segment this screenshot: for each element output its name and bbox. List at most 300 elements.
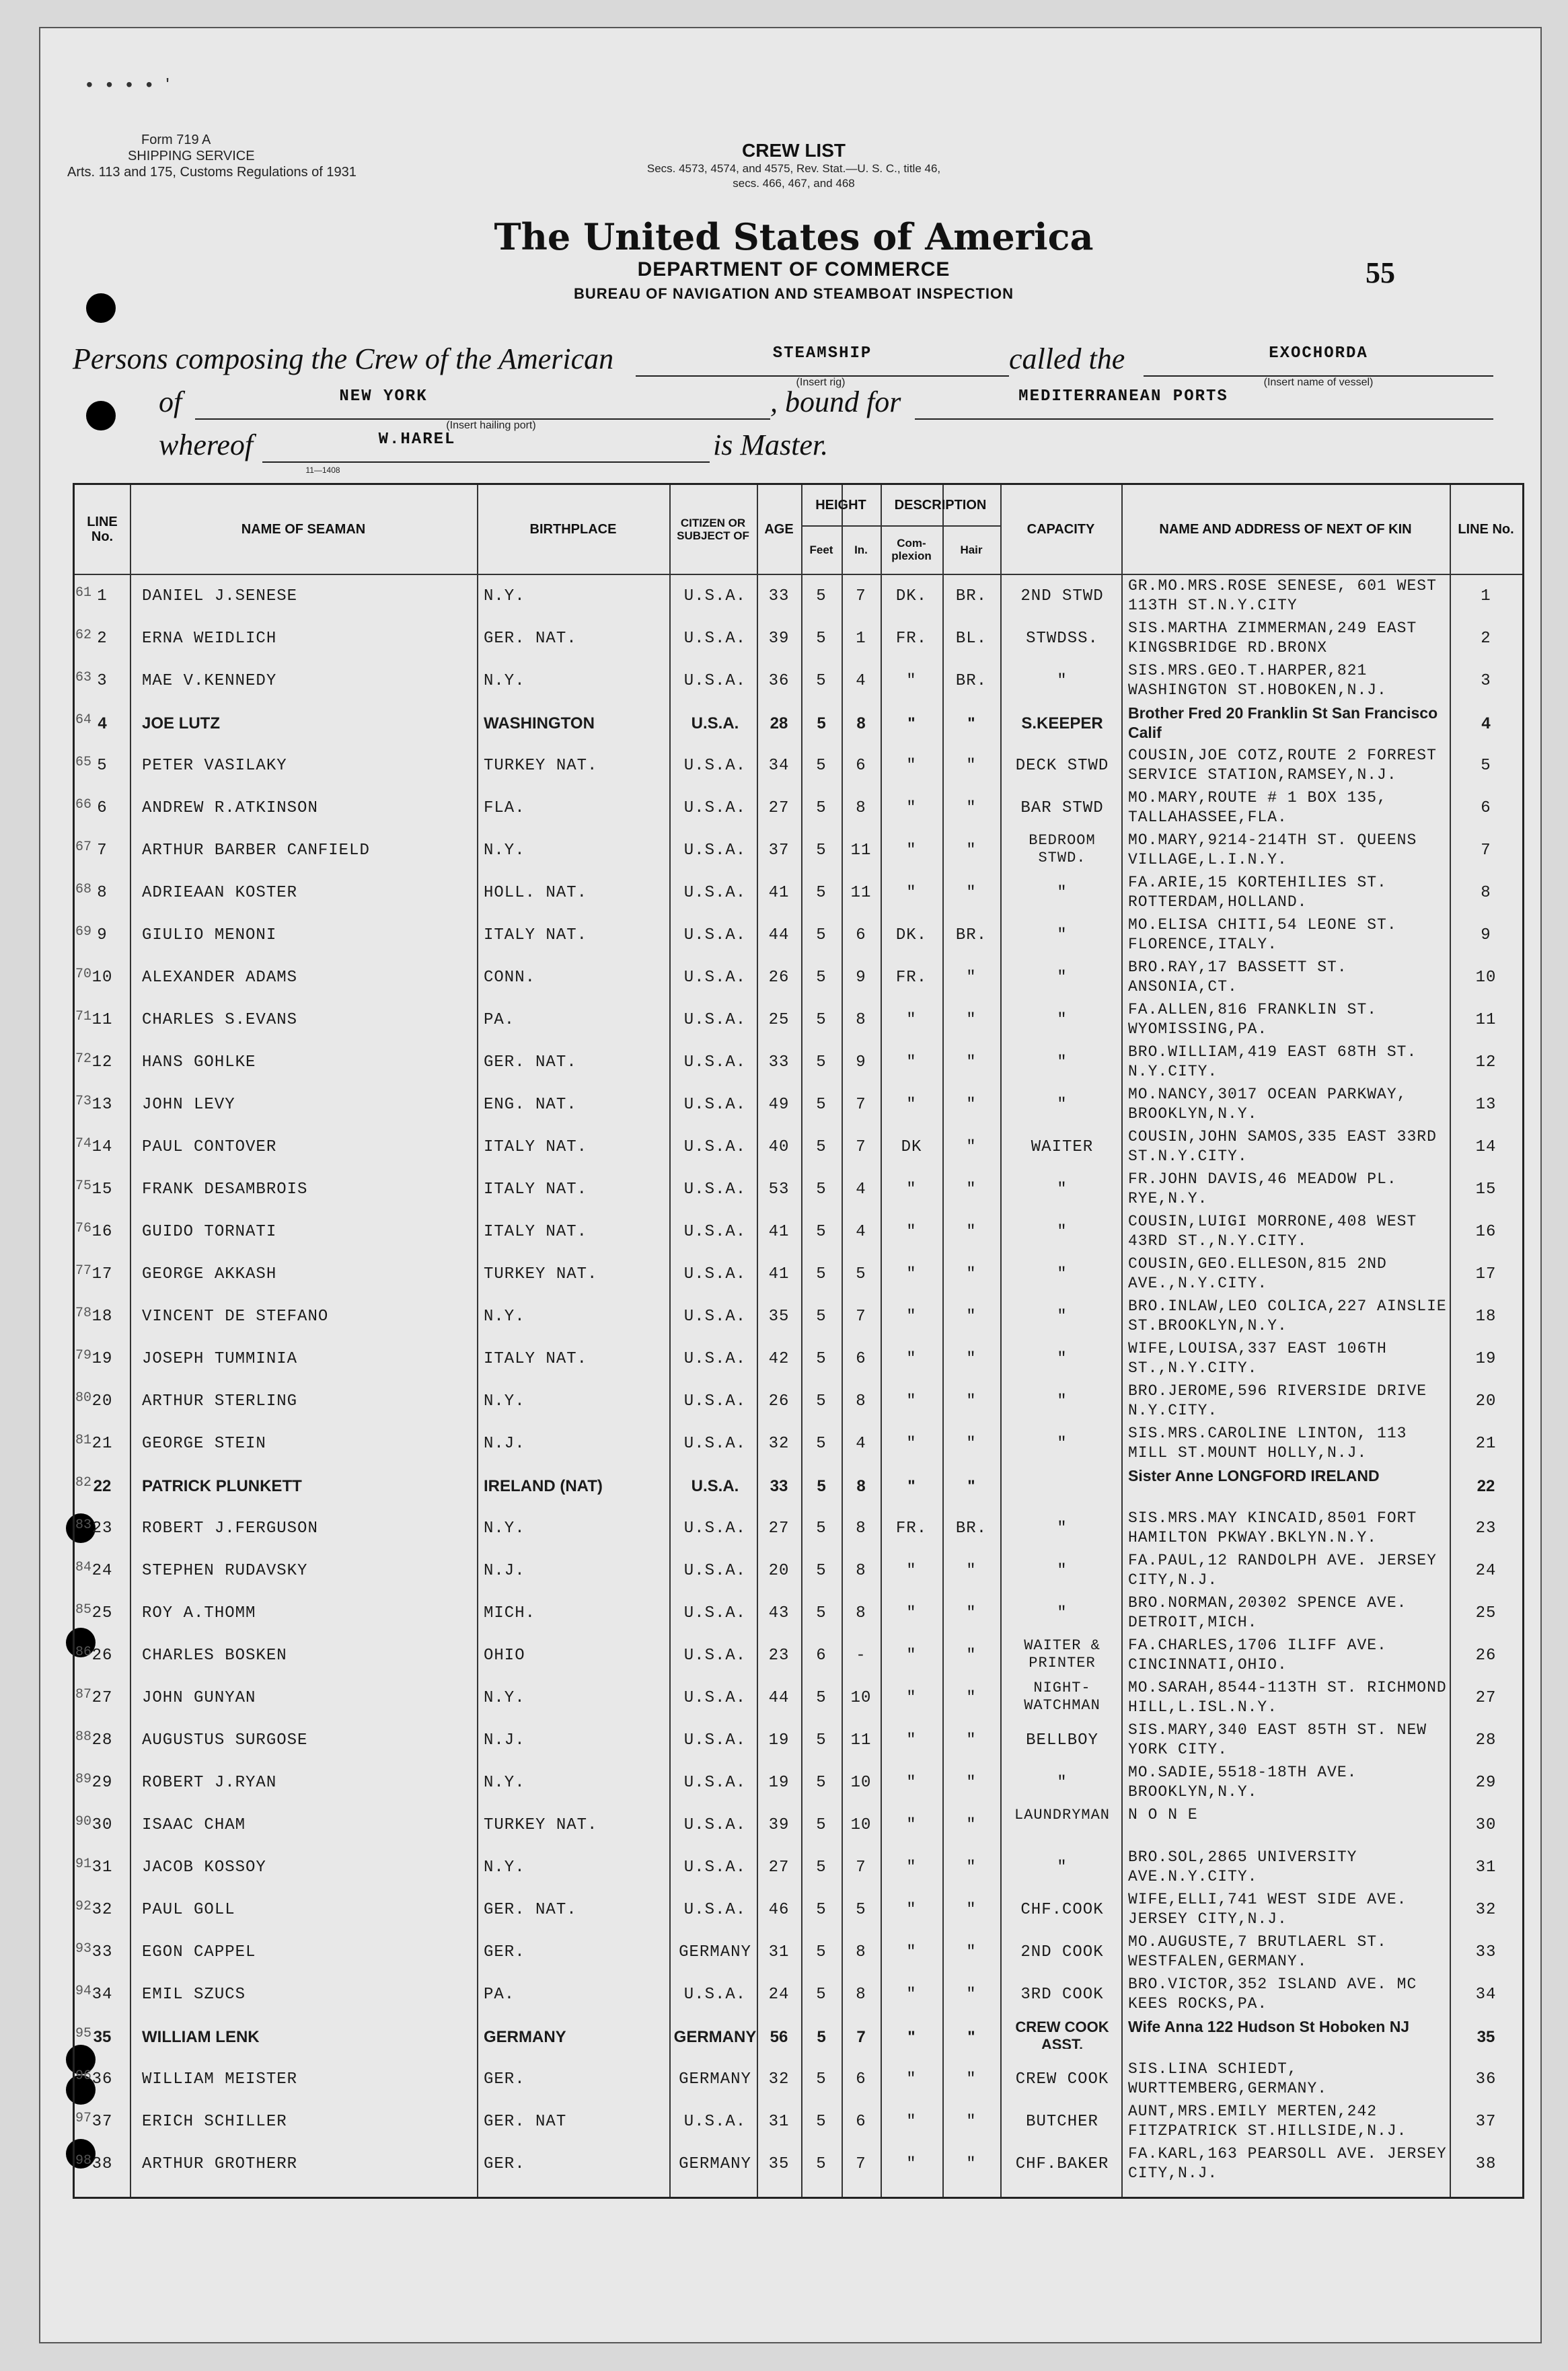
ledger-number: 96: [75, 2068, 92, 2084]
age: 20: [768, 1562, 790, 1580]
ledger-number: 98: [75, 2153, 92, 2169]
table-row: [75, 2016, 1522, 2058]
hair: ": [966, 1943, 977, 1961]
birthplace: ITALY NAT.: [484, 1223, 588, 1241]
next-of-kin: SIS.MRS.CAROLINE LINTON, 113 MILL ST.MOUNT HOLLY,N.J.: [1128, 1425, 1407, 1462]
capacity: ": [1057, 1774, 1068, 1792]
birthplace: ITALY NAT.: [484, 1138, 588, 1156]
age: 26: [768, 1392, 790, 1410]
capacity: ": [1057, 1435, 1068, 1453]
ledger-number: 75: [75, 1178, 92, 1194]
complexion: ": [906, 1901, 917, 1919]
line-number: 33: [91, 1943, 113, 1961]
birthplace: TURKEY NAT.: [484, 1265, 598, 1283]
complexion: FR.: [895, 1519, 928, 1538]
hair: ": [966, 1858, 977, 1877]
statute-line: Secs. 4573, 4574, and 4575, Rev. Stat.—U. S. C., title 46,: [646, 162, 941, 175]
line-number: 14: [91, 1138, 113, 1156]
complexion: ": [906, 1350, 917, 1368]
line-number: 31: [91, 1858, 113, 1877]
citizenship: U.S.A.: [683, 757, 747, 775]
hair: ": [966, 1901, 977, 1919]
header-complexion: Com-plexion: [891, 537, 932, 562]
seaman-name: PETER VASILAKY: [142, 757, 287, 775]
seaman-name: CHARLES S.EVANS: [142, 1011, 298, 1029]
height-inches: 10: [850, 1816, 872, 1834]
citizenship: GERMANY: [673, 2028, 757, 2046]
hair: ": [966, 1647, 977, 1665]
height-inches: 7: [856, 1138, 866, 1156]
table-row: [75, 1550, 1522, 1592]
ledger-number: 67: [75, 839, 92, 855]
hair: ": [967, 1477, 975, 1495]
age: 27: [768, 1858, 790, 1877]
hair: ": [966, 1604, 977, 1622]
citizenship: U.S.A.: [683, 1096, 747, 1114]
vessel-name-hint: (Insert name of vessel): [1263, 377, 1374, 388]
complexion: ": [906, 1943, 917, 1961]
citizenship: U.S.A.: [683, 926, 747, 944]
birthplace: N.Y.: [484, 1774, 525, 1792]
line-number: 29: [91, 1774, 113, 1792]
age: 35: [768, 2155, 790, 2173]
height-feet: 5: [817, 2028, 826, 2046]
hair: ": [967, 714, 975, 732]
line-number-right: 26: [1475, 1647, 1497, 1665]
ledger-number: 82: [75, 1475, 92, 1491]
ledger-number: 79: [75, 1348, 92, 1363]
birthplace: N.Y.: [484, 841, 525, 860]
height-feet: 5: [816, 1053, 827, 1071]
header-description: DESCRIPTION: [894, 498, 987, 513]
called-label: called the: [1009, 342, 1125, 375]
height-feet: 5: [816, 1774, 827, 1792]
citizenship: U.S.A.: [683, 969, 747, 987]
seaman-name: FRANK DESAMBROIS: [142, 1180, 308, 1199]
nation-title: The United States of America: [494, 215, 1094, 258]
height-inches: 11: [850, 1731, 872, 1749]
table-row: [75, 1592, 1522, 1634]
page-number: 55: [1366, 256, 1395, 289]
line-number-right: 9: [1481, 926, 1491, 944]
next-of-kin: COUSIN,GEO.ELLESON,815 2ND AVE.,N.Y.CITY.: [1128, 1255, 1387, 1292]
height-feet: 6: [816, 1647, 827, 1665]
citizenship: U.S.A.: [683, 1223, 747, 1241]
line-number: 22: [93, 1477, 112, 1495]
capacity: ": [1057, 1011, 1068, 1029]
birthplace: GER. NAT.: [484, 630, 577, 648]
next-of-kin: WIFE,ELLI,741 WEST SIDE AVE. JERSEY CITY,N.J.: [1128, 1891, 1407, 1928]
height-feet: 5: [816, 1265, 827, 1283]
height-inches: 11: [850, 884, 872, 902]
capacity: ": [1057, 1562, 1068, 1580]
master-underline: [262, 460, 710, 463]
line-number-right: 36: [1475, 2070, 1497, 2088]
height-inches: -: [856, 1647, 866, 1665]
punch-hole: [86, 293, 116, 323]
ledger-number: 85: [75, 1602, 92, 1618]
height-inches: 6: [856, 1350, 866, 1368]
line-number: 7: [97, 841, 108, 860]
table-row: [75, 1846, 1522, 1889]
table-row: [75, 1380, 1522, 1423]
line-number-right: 37: [1475, 2113, 1497, 2131]
table-row: [75, 1762, 1522, 1804]
citizenship: U.S.A.: [683, 1901, 747, 1919]
birthplace: GER.: [484, 1943, 525, 1961]
capacity: ": [1057, 672, 1068, 690]
age: 23: [768, 1647, 790, 1665]
height-inches: 6: [856, 757, 866, 775]
height-inches: 10: [850, 1774, 872, 1792]
age: 41: [768, 1223, 790, 1241]
complexion: ": [906, 1223, 917, 1241]
seaman-name: PATRICK PLUNKETT: [142, 1477, 302, 1495]
table-row: [75, 829, 1522, 872]
height-inches: 8: [856, 1392, 866, 1410]
line-number-right: 38: [1475, 2155, 1497, 2173]
birthplace: N.J.: [484, 1435, 525, 1453]
table-row: [75, 1084, 1522, 1126]
line-number: 25: [91, 1604, 113, 1622]
citizenship: U.S.A.: [683, 630, 747, 648]
citizenship: U.S.A.: [683, 1053, 747, 1071]
complexion: ": [906, 1647, 917, 1665]
height-feet: 5: [816, 757, 827, 775]
hair: ": [966, 884, 977, 902]
line-number-right: 27: [1475, 1689, 1497, 1707]
birthplace: MICH.: [484, 1604, 536, 1622]
next-of-kin: BRO.WILLIAM,419 EAST 68TH ST. N.Y.CITY.: [1128, 1043, 1417, 1080]
age: 34: [768, 757, 790, 775]
capacity: [1003, 1477, 1121, 1507]
line-number: 13: [91, 1096, 113, 1114]
table-row: [75, 872, 1522, 914]
age: 37: [768, 841, 790, 860]
table-row: [75, 1338, 1522, 1380]
capacity: ": [1057, 1223, 1068, 1241]
next-of-kin: MO.ELISA CHITI,54 LEONE ST. FLORENCE,ITALY.: [1128, 916, 1397, 953]
age: 39: [768, 630, 790, 648]
line-number: 18: [91, 1308, 113, 1326]
hair: ": [966, 2155, 977, 2173]
age: 40: [768, 1138, 790, 1156]
line-number: 27: [91, 1689, 113, 1707]
line-number-right: 16: [1475, 1223, 1497, 1241]
height-inches: 5: [856, 1265, 866, 1283]
seaman-name: ERICH SCHILLER: [142, 2113, 287, 2131]
height-inches: 8: [856, 1604, 866, 1622]
ledger-number: 97: [75, 2111, 92, 2126]
line-number: 6: [97, 799, 108, 817]
age: 32: [768, 2070, 790, 2088]
birthplace: GER.: [484, 2070, 525, 2088]
ledger-number: 95: [75, 2026, 92, 2041]
hair: ": [967, 2028, 975, 2046]
age: 33: [770, 1477, 788, 1495]
ledger-number: 88: [75, 1729, 92, 1745]
vessel-name: EXOCHORDA: [1269, 344, 1368, 363]
height-inches: 4: [856, 1180, 866, 1199]
capacity: WAITER & PRINTER: [1024, 1637, 1100, 1667]
table-row: [75, 660, 1522, 702]
hair: ": [966, 1986, 977, 2004]
line-number-right: 23: [1475, 1519, 1497, 1538]
height-inches: 8: [856, 1477, 866, 1495]
capacity: 2ND COOK: [1020, 1943, 1104, 1961]
age: 31: [768, 2113, 790, 2131]
citizenship: U.S.A.: [691, 714, 739, 732]
line-number: 24: [91, 1562, 113, 1580]
seaman-name: ARTHUR BARBER CANFIELD: [142, 841, 370, 860]
next-of-kin: N O N E: [1128, 1806, 1198, 1823]
capacity: ": [1057, 1053, 1068, 1071]
ledger-number: 78: [75, 1306, 92, 1321]
height-feet: 5: [816, 1350, 827, 1368]
header-name: NAME OF SEAMAN: [241, 522, 366, 537]
citizenship: U.S.A.: [683, 1350, 747, 1368]
complexion: ": [906, 2113, 917, 2131]
height-inches: 8: [856, 1943, 866, 1961]
citizenship: U.S.A.: [683, 1308, 747, 1326]
birthplace: ITALY NAT.: [484, 926, 588, 944]
height-inches: 1: [856, 630, 866, 648]
complexion: ": [906, 2070, 917, 2088]
line-number: 34: [91, 1986, 113, 2004]
line-number-right: 28: [1475, 1731, 1497, 1749]
height-inches: 7: [856, 2155, 866, 2173]
height-feet: 5: [816, 630, 827, 648]
complexion: ": [907, 2028, 916, 2046]
line-number-right: 2: [1481, 630, 1491, 648]
seaman-name: ARTHUR STERLING: [142, 1392, 298, 1410]
capacity: ": [1057, 1265, 1068, 1283]
next-of-kin: BRO.RAY,17 BASSETT ST. ANSONIA,CT.: [1128, 958, 1347, 995]
hair: ": [966, 1265, 977, 1283]
capacity: BUTCHER: [1026, 2113, 1098, 2131]
height-feet: 5: [816, 1604, 827, 1622]
seaman-name: DANIEL J.SENESE: [142, 587, 298, 605]
capacity: ": [1057, 1604, 1068, 1622]
table-row: [75, 1295, 1522, 1338]
ledger-number: 63: [75, 670, 92, 685]
ledger-number: 64: [75, 712, 92, 728]
citizenship: GERMANY: [679, 1943, 751, 1961]
birthplace: N.Y.: [484, 1308, 525, 1326]
capacity: CREW COOK: [1015, 2070, 1109, 2088]
table-row: [75, 617, 1522, 660]
line-number-right: 32: [1475, 1901, 1497, 1919]
next-of-kin: SIS.MRS.GEO.T.HARPER,821 WASHINGTON ST.HOBOKEN,N.J.: [1128, 662, 1387, 699]
birthplace: GER. NAT: [484, 2113, 567, 2131]
birthplace: N.Y.: [484, 1689, 525, 1707]
table-row: [75, 1677, 1522, 1719]
height-feet: 5: [816, 799, 827, 817]
print-code: 11—1408: [305, 465, 340, 475]
hair: BR.: [955, 1519, 987, 1538]
table-row: [75, 956, 1522, 999]
ledger-number: 93: [75, 1941, 92, 1957]
height-feet: 5: [816, 1858, 827, 1877]
line-number: 19: [91, 1350, 113, 1368]
height-feet: 5: [816, 1435, 827, 1453]
birthplace: OHIO: [484, 1647, 525, 1665]
height-feet: 5: [816, 2070, 827, 2088]
hair: ": [966, 1096, 977, 1114]
table-row: [75, 1804, 1522, 1846]
statute-reference: [572, 161, 1016, 191]
seaman-name: ANDREW R.ATKINSON: [142, 799, 318, 817]
complexion: ": [906, 1308, 917, 1326]
capacity: ": [1057, 926, 1068, 944]
line-number-right: 34: [1475, 1986, 1497, 2004]
height-feet: 5: [816, 1180, 827, 1199]
department: DEPARTMENT OF COMMERCE: [637, 258, 950, 280]
whereof-label: whereof: [159, 428, 254, 461]
line-number: 21: [91, 1435, 113, 1453]
capacity: BAR STWD: [1020, 799, 1104, 817]
next-of-kin: MO.NANCY,3017 OCEAN PARKWAY, BROOKLYN,N.Y.: [1128, 1086, 1407, 1123]
citizenship: U.S.A.: [683, 1647, 747, 1665]
next-of-kin: FA.ALLEN,816 FRANKLIN ST. WYOMISSING,PA.: [1128, 1001, 1378, 1038]
height-inches: 9: [856, 1053, 866, 1071]
header-capacity: CAPACITY: [1026, 522, 1095, 537]
height-inches: 10: [850, 1689, 872, 1707]
citizenship: U.S.A.: [683, 1986, 747, 2004]
table-row: [75, 1423, 1522, 1465]
table-row: [75, 1168, 1522, 1211]
ledger-number: 90: [75, 1814, 92, 1830]
complexion: FR.: [895, 969, 928, 987]
citizenship: U.S.A.: [683, 1562, 747, 1580]
complexion: ": [906, 1265, 917, 1283]
capacity: ": [1057, 969, 1068, 987]
age: 32: [768, 1435, 790, 1453]
height-feet: 5: [816, 1562, 827, 1580]
birthplace: N.Y.: [484, 1392, 525, 1410]
capacity: BELLBOY: [1026, 1731, 1098, 1749]
complexion: ": [906, 1392, 917, 1410]
age: 19: [768, 1774, 790, 1792]
height-inches: 9: [856, 969, 866, 987]
line-number-right: 30: [1475, 1816, 1497, 1834]
birthplace: CONN.: [484, 969, 536, 987]
complexion: ": [906, 672, 917, 690]
capacity: ": [1057, 1308, 1068, 1326]
height-inches: 4: [856, 1435, 866, 1453]
table-row: [75, 1126, 1522, 1168]
height-inches: 7: [856, 1308, 866, 1326]
next-of-kin: SIS.MRS.MAY KINCAID,8501 FORT HAMILTON PKWAY.BKLYN.N.Y.: [1128, 1509, 1417, 1546]
hair: BR.: [955, 672, 987, 690]
line-number-right: 12: [1475, 1053, 1497, 1071]
next-of-kin: MO.MARY,9214-214TH ST. QUEENS VILLAGE,L.I.N.Y.: [1128, 831, 1417, 868]
hair: ": [966, 1392, 977, 1410]
complexion: ": [906, 2155, 917, 2173]
next-of-kin: MO.AUGUSTE,7 BRUTLAERL ST. WESTFALEN,GERMANY.: [1128, 1933, 1387, 1970]
birthplace: TURKEY NAT.: [484, 757, 598, 775]
table-row: [75, 1041, 1522, 1084]
complexion: ": [906, 1858, 917, 1877]
capacity: ": [1057, 1392, 1068, 1410]
header-next-of-kin: NAME AND ADDRESS OF NEXT OF KIN: [1159, 522, 1412, 537]
line-number-right: 18: [1475, 1308, 1497, 1326]
line-number-right: 7: [1481, 841, 1491, 860]
next-of-kin: BRO.VICTOR,352 ISLAND AVE. MC KEES ROCKS,PA.: [1128, 1975, 1417, 2012]
hair: BR.: [955, 926, 987, 944]
seaman-name: GIULIO MENONI: [142, 926, 277, 944]
seaman-name: AUGUSTUS SURGOSE: [142, 1731, 308, 1749]
height-inches: 8: [856, 714, 866, 732]
hair: ": [966, 2113, 977, 2131]
citizenship: U.S.A.: [683, 1265, 747, 1283]
hair: ": [966, 1731, 977, 1749]
hair: ": [966, 841, 977, 860]
table-row: [75, 702, 1522, 745]
birthplace: N.Y.: [484, 1858, 525, 1877]
next-of-kin: BRO.INLAW,LEO COLICA,227 AINSLIE ST.BROOKLYN,N.Y.: [1128, 1297, 1447, 1334]
birthplace: TURKEY NAT.: [484, 1816, 598, 1834]
line-number: 4: [98, 714, 107, 732]
ledger-number: 83: [75, 1517, 92, 1533]
age: 27: [768, 799, 790, 817]
complexion: DK.: [895, 926, 928, 944]
ledger-number: 70: [75, 967, 92, 982]
line-number: 9: [97, 926, 108, 944]
table-row: [75, 2101, 1522, 2143]
line-number-right: 15: [1475, 1180, 1497, 1199]
seaman-name: ROBERT J.FERGUSON: [142, 1519, 318, 1538]
bureau: BUREAU OF NAVIGATION AND STEAMBOAT INSPECTION: [573, 285, 1014, 302]
seaman-name: EGON CAPPEL: [142, 1943, 256, 1961]
age: 56: [770, 2028, 788, 2046]
complexion: ": [907, 714, 916, 732]
birthplace: ITALY NAT.: [484, 1180, 588, 1199]
table-row: [75, 999, 1522, 1041]
height-inches: 8: [856, 1562, 866, 1580]
line-number-right: 31: [1475, 1858, 1497, 1877]
crew-list-title: CREW LIST: [742, 140, 846, 161]
hair: ": [966, 1053, 977, 1071]
hair: BL.: [955, 630, 987, 648]
line-number: 16: [91, 1223, 113, 1241]
height-feet: 5: [816, 884, 827, 902]
height-feet: 5: [816, 1223, 827, 1241]
ledger-number: 74: [75, 1136, 92, 1152]
hair: ": [966, 1816, 977, 1834]
ledger-number: 62: [75, 628, 92, 643]
top-mark: • • • • ': [86, 74, 174, 95]
header-line-no: LINE No.: [87, 515, 118, 544]
seaman-name: GEORGE STEIN: [142, 1435, 266, 1453]
capacity: ": [1057, 884, 1068, 902]
hair: ": [966, 1435, 977, 1453]
form-number: Form 719 A: [141, 133, 211, 147]
birthplace: HOLL. NAT.: [484, 884, 588, 902]
master-label: is Master.: [713, 428, 829, 461]
seaman-name: ADRIEAAN KOSTER: [142, 884, 298, 902]
height-inches: 6: [856, 2113, 866, 2131]
next-of-kin: BRO.JEROME,596 RIVERSIDE DRIVE N.Y.CITY.: [1128, 1382, 1427, 1419]
ledger-number: 91: [75, 1856, 92, 1872]
citizenship: U.S.A.: [683, 841, 747, 860]
height-inches: 8: [856, 1519, 866, 1538]
citizenship: U.S.A.: [683, 1180, 747, 1199]
seaman-name: WILLIAM LENK: [142, 2028, 260, 2046]
citizenship: GERMANY: [679, 2070, 751, 2088]
height-feet: 5: [816, 1689, 827, 1707]
hair: ": [966, 1350, 977, 1368]
